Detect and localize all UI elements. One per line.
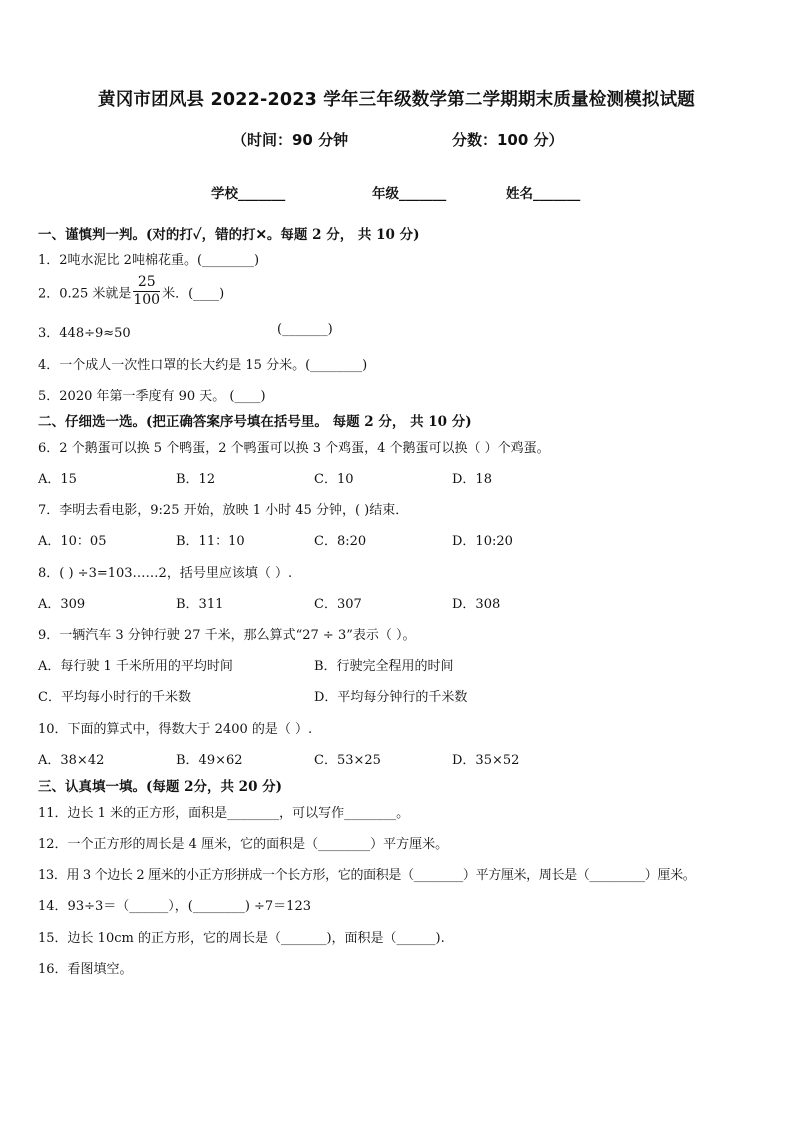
question-8: 8．( ) ÷3=103……2，括号里应该填（ ）. [38,566,293,581]
question-8-option-a: A．309 [38,597,86,612]
question-13: 13．用 3 个边长 2 厘米的小正方形拼成一个长方形，它的面积是（________）平方厘米，周长是（_________）厘米。 [38,868,696,883]
question-8-option-d: D．308 [452,597,501,612]
question-10: 10．下面的算式中，得数大于 2400 的是（ ）. [38,722,313,737]
grade-field: 年级_______ [372,186,447,202]
question-14: 14．93÷3＝（______），(________) ÷7＝123 [38,899,312,914]
question-10-option-a: A．38×42 [38,753,105,768]
question-10-option-b: B．49×62 [176,753,243,768]
question-5: 5．2020 年第一季度有 90 天。 (____) [38,389,266,404]
fraction-numerator: 25 [133,275,160,292]
question-7-option-a: A．10：05 [38,534,107,549]
question-11: 11．边长 1 米的正方形，面积是________，可以写作________。 [38,806,410,821]
exam-score: 分数：100 分） [452,131,564,149]
question-7-option-c: C．8:20 [314,534,367,549]
question-6-option-b: B．12 [176,472,216,487]
section-3-heading: 三、认真填一填。(每题 2分，共 20 分) [38,779,283,795]
question-6: 6．2 个鹅蛋可以换 5 个鸭蛋，2 个鸭蛋可以换 3 个鸡蛋，4 个鹅蛋可以换（ ）个鸡蛋。 [38,441,550,456]
question-7-option-d: D．10:20 [452,534,513,549]
question-6-option-d: D．18 [452,472,492,487]
question-2 [38,275,224,309]
exam-title: 黄冈市团风县 2022-2023 学年三年级数学第二学期期末质量检测模拟试题 [98,90,695,110]
question-7-option-b: B．11：10 [176,534,245,549]
question-16: 16．看图填空。 [38,962,133,977]
question-7: 7．李明去看电影，9:25 开始，放映 1 小时 45 分钟，( )结束． [38,503,409,518]
question-6-option-c: C．10 [314,472,354,487]
question-9-option-c: C．平均每小时行的千米数 [38,690,191,705]
question-3-answer-blank: (_______) [277,322,333,337]
question-2-prefix: 2．0.25 米就是 [38,286,132,302]
question-4: 4．一个成人一次性口罩的长大约是 15 分米。(________) [38,358,368,373]
section-2-heading: 二、仔细选一选。(把正确答案序号填在括号里。 每题 2 分， 共 10 分) [38,414,472,430]
question-15: 15．边长 10cm 的正方形，它的周长是（_______)，面积是（______). [38,931,445,946]
question-12: 12．一个正方形的周长是 4 厘米，它的面积是（________）平方厘米。 [38,837,449,852]
name-field: 姓名_______ [506,186,581,202]
question-3: 3．448÷9≈50 [38,326,131,341]
fraction-denominator: 100 [133,292,161,309]
fraction [133,275,160,309]
section-1-heading: 一、谨慎判一判。(对的打✓，错的打✕。每题 2 分， 共 10 分) [38,227,420,243]
question-6-option-a: A．15 [38,472,77,487]
question-8-option-b: B．311 [176,597,224,612]
question-1: 1．2吨水泥比 2吨棉花重。(________) [38,253,260,268]
question-8-option-c: C．307 [314,597,362,612]
exam-time: （时间：90 分钟 [232,131,349,149]
school-field: 学校_______ [211,186,286,202]
question-9: 9．一辆汽车 3 分钟行驶 27 千米，那么算式“27 ÷ 3”表示（ ）。 [38,628,416,643]
question-10-option-c: C．53×25 [314,753,381,768]
question-2-suffix: 米．(____) [162,286,225,302]
question-9-option-b: B．行驶完全程用的时间 [314,659,454,674]
question-10-option-d: D．35×52 [452,753,520,768]
question-9-option-d: D．平均每分钟行的千米数 [314,690,468,705]
question-9-option-a: A．每行驶 1 千米所用的平均时间 [38,659,233,674]
